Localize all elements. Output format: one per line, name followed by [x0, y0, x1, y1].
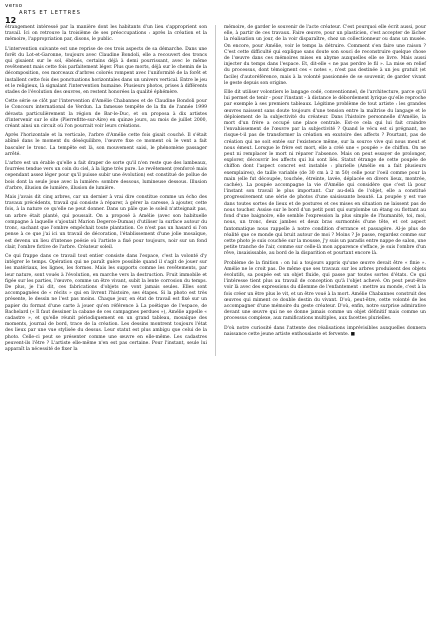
- paragraph: mémoire, de garder le souvenir de l'acte créateur. C'est pourquoi elle écrit aussi, pour elle, à partir de ces travaux. Faire œuvre, pour un plasticien, c'est accepter de lâcher la réalisation un jour, de la voir disparaître, chez un collectionneur ou dans un musée. On encore, pour Amélie, voir le temps la détruire. Comment s'en faire une raison ? C'est cette difficulté qui explique sans doute son souci de reconstruire quelque chose de l'œuvre dans ces mémoires mises en abyme auxquelles elle se livre. Mais aussi injecter du temps dans l'espace. Et, dit-elle « ne pas perdre le fil ». La mise en relief du processus, dont témoignent ces « notes », n'est pas destinée à un jeu gratuit (et facile) d'autoréférence, mais à la volonté passionnée de se souvenir, de garder vivant le geste depuis son origine.: [224, 25, 426, 86]
- left-column: [5, 25, 207, 356]
- paragraph: étrangement intéressé par la manière dont les habitants d'un lieu s'approprient son travail. Ici on retrouve la troisième de ses préoccupations : après la création et la mémoire, l'appropriation par, disons, le public.: [5, 25, 207, 43]
- paragraph: L'arbre est un érable qu'elle a fait draper de sorte qu'il n'en reste que des lambeaux, fourrées tendue vers un coin du ciel, à la ligne très pure. Le revêtement (renforcé mais cependant assez léger pour qu'il puisse subir une évolution) est constitué de pollue de bois dont la seule joue avec la lumière: sombre dessous, lumineuse dessous. Illusion d'arbre, illusion de lumière, illusion de lumière.: [5, 161, 207, 191]
- paragraph: Problème de la finition : on lui a toujours appris qu'une œuvre devait être « finie ». Amélie ne le croit pas. De même que ses travaux sur les arbres produisent des objets évolutifs, sa poupée est un objet fluide, qui passe par toutes sortes d'états. Ce qui l'intéresse tient plus au travail de conception qu'à l'objet achevé. On peut peut-être voir là avec des expressions du dilemme de l'enfantement : mettre au monde, c'est à la fois créer un être plus le vit, et un être voué à la mort. Amélie Chabannes construit des œuvres qui miment ce double destin du vivant. D'où, peut-être, cette volonté de les accompagner d'une mémoire du geste créateur. D'où, enfin, notre surprise admirative devant une œuvre qui ne se donne jamais comme un objet définitif mais comme un processus complexe, aux ramifications multiples, aux facettes plurielles.: [224, 260, 426, 322]
- paragraph: Ce qui frappe dans ce travail tout entier consiste dans l'espace, c'est la volonté d'y intégrer le temps. Opération qui ne paraît guère possible quand il s'agit de jouer sur les matériaux, les lignes, les formes. Mais les supports comme les revêtements, par leur nature, sont voués à l'évolution, en marche vers la destruction. Fruit immobile et figée sur les parties, l'œuvre, comme un être vivant, subit la lente corrosion du temps. De plus, je l'ai dit, ces fabrications d'objets ne vont jamais seules. Elles sont accompagnées de « récits » qui en livrent l'histoire, ses étapes. Si la photo est très présente, le dessin ne l'est pas moins. Chaque jour, en état de travail est fixé sur un papier du format d'une carte à jouer qu'en référence à La poétique de l'espace, de Bachelard (« Il faut dessiner la cabane de ces campagnes perdues »), Amélie appelle « cadastre », et qu'elle réunit périodiquement en un grand tableau, mosaïque des moments, journal de bord, trace de la création. Les dessins montrent toujours l'état des lieux par une vue stylisée du dessus. Leur statut est plus ambigu que celui de la photo. Celle-ci peut se présenter comme une œuvre en elle-même. Les cadastres peuvent-ils l'être ? L'artiste elle-même n'en est pas certaine. Pour l'instant, seule lui apparaît la nécessité de fixer la: [5, 253, 207, 352]
- column-divider: [215, 25, 216, 356]
- paragraph: Cette série se clôt par l'intervention d'Amélie Chabannes et de Claudine Bondoli pour le Concours international de Verdun. La fameuse tempête de la fin de l'année 1999 dévasta particulièrement la région de Bar-le-Duc, et on proposa à dix artistes d'intervenir sur le site (Pierrefitte-sur-Aire) en quinze jours, au mois de juillet 2000, créant ainsi un circuit où l'on pourrait voir leurs créations.: [5, 99, 207, 130]
- paragraph: L'intervention suivante est une reprise de ces trois aspects de sa démarche. Dans une forêt du Lot-et-Garonne, toujours avec Claudine Bondoli, elle a recouvert des troncs qui gisaient sur le sol, ébénés, certains déjà à demi pourrissant, avec le même revêtement mais cette fois parfaitement léger. Plus que morts, déjà sur le chemin de la décomposition, ces morceaux d'arbres colorés rompent avec l'uniformité de la forêt et installent cette fois des ponctuations horizontales dans un univers vertical. Entre le jeu et le religieux, là signalant l'intervention humaine. Plusieurs photos, prises à différents stades de l'évolution des œuvres, en restent honorées la qualité éphémère.: [5, 46, 207, 96]
- paragraph: Elle dit utiliser volontiers le langage codé, conventionnel, de l'architecture, parce qu'il lui permet de tenir - pour l'instant - à distance le débordement lyrique qu'elle reproche par exemple à ses premiers tableaux. Légitime problème de tout artiste : les grandes œuvres naissent sans doute toujours d'une tension entre la maîtrise du langage et le déploiement de la subjectivité du créateur. Dans l'histoire personnelle d'Amélie, la mort d'un frère a occupé une place centrale. Est-ce cela qui lui fait craindre l'envahissement de l'œuvre par la subjectivité ? Quand le vécu est si prégnant, ne risque-t-il pas de transformer la création en exutoire des affects ? Pourtant, pas de création qui ne soit entée sur l'existence même, sur la source vive qui nous meut et nous émeut. Lorsque le frère est mort, elle a créé une « poupée » de chiffon. On ne peut ni remplacer le mort ni réparer l'absence. Mais on peut essayer de prolonger, explorer, découvrir les affects qui lui sont liés. Statut étrange de cette poupée de chiffon dont l'aspect concret est instable : plurielle (Amélie en a fait plusieurs exemplaires), de taille variable (de 30 cm à 2 m 50) celle pour l'oeil comme pour la main (elle fut découpée, touchée, étreinte, lavée, déplacée en divers lieux, montrée, cachée). La poupée accompagne la vie d'Amélie qui considère que c'est là pour l'instant son travail le plus important. Car au-delà de l'objet, elle a constitué progressivement une série de photos d'une saisissante beauté. La poupée y est vue dans toutes sortes de lieux et de postures et ces mises en situation ne laissent pas de nous toucher. Assise sur le bord d'un petit pont qui surplombe un étang ou flottant au fond d'une baignoire, elle semble l'expression la plus simple de l'humanité, toi, moi, nous, un tronc, deux jambes et deux bras surmontés d'une tête, et cet aspect fantomatique nous rappelle à notre condition d'errance et passagère. Al-je plus de réalité que ce monde qui bruit autour de moi ? Moins ? Je passe, regardez comme sur cette photo je suis couchée sur la mousse, j'y suis un paradis entre nappe de salon, une petite tranche de l'air, comme sur celle-là mon apparence s'efface, je suis l'ombre d'un rêve, insaisissable, au bord de la disparition et pourtant encore là.: [224, 90, 427, 257]
- paragraph: D'où notre curiosité dans l'attente des réalisations imprévisibles auxquelles donnera naissance cette jeune artiste enthousiaste et fervente. ■: [224, 325, 426, 337]
- article-body: [5, 25, 426, 356]
- page-number: 12: [5, 16, 17, 25]
- paragraph: Après l'horizontale et la verticale, l'arbre d'Amélie cette fois gisait couché. Il s'était abîmé dans le moment du déséquilibre, l'œuvre fixe ce moment où le vent a fait basculer le tronc. La tempête est là, son mouvement saisi, le phénomène passager arrêté.: [5, 133, 207, 157]
- paragraph: Mais j'avais dit cinq arbres, car un dernier à vrai dire constitue comme un écho des travaux précédents, travail qui consiste à réparer, à gérer la caresse, à ajouter, cette fois, à la nature ce qu'elle ne peut donner. Dans un pâle que le soleil n'atteignait pas, un arbre était planté, qui poussait. On a proposé à Amélie (avec son habituelle compagne à laquelle s'ajoutait Marion Degerce-Dumas) d'utiliser la surface autour du tronc, sachant que l'ombre empêchait toute plantation. Ce n'est pas un hasard si l'on pense à ce que j'ai ici un travail de décoration, l'établissement d'une jolie mosaïque, est devenu un lieu d'intense poésie où l'artiste a fixé pour toujours, noir sur un fond clair, l'ombre fictive de l'arbre. Créateur soleil.: [5, 195, 207, 250]
- right-column: [224, 25, 426, 356]
- section-label: ARTS ET LETTRES: [19, 10, 82, 16]
- page-header: [5, 3, 426, 25]
- rubric-label: verso: [5, 3, 23, 9]
- header-left: [5, 3, 81, 25]
